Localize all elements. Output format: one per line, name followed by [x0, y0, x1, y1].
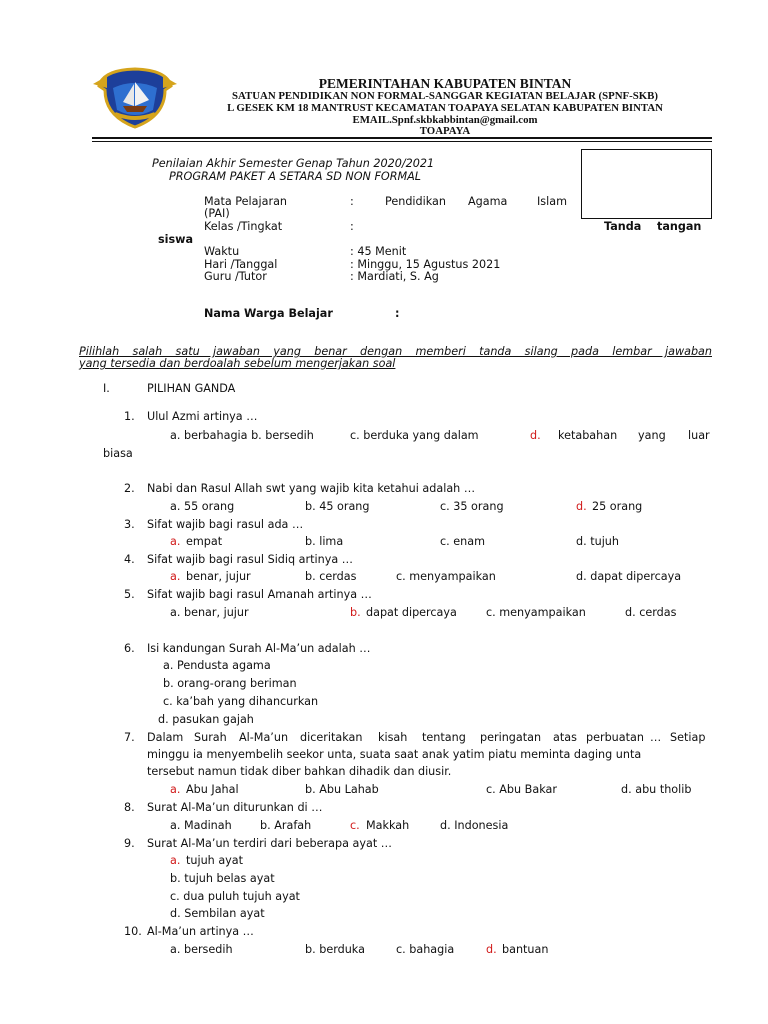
q2-option-a: a. 55 orang — [170, 500, 235, 513]
q10-option-d-letter: d. — [486, 943, 497, 956]
q5-option-b-letter: b. — [350, 606, 361, 619]
header-rule-thick — [92, 137, 712, 139]
q7-word-7: peringatan — [480, 731, 542, 744]
q1-option-d-word-3: luar — [688, 429, 710, 442]
q7-word-11: Setiap — [670, 731, 706, 744]
q2-option-d-letter: d. — [576, 500, 587, 513]
q6-option-c: c. ka’bah yang dihancurkan — [163, 695, 319, 708]
q3-option-a-letter: a. — [170, 535, 181, 548]
q2-option-b: b. 45 orang — [305, 500, 370, 513]
header-email: EMAIL.Spnf.skbkabbintan@gmail.com — [352, 114, 538, 126]
student-name-colon: : — [395, 307, 400, 320]
q8-option-c: Makkah — [366, 819, 410, 832]
header-government-title: PEMERINTAHAN KABUPATEN BINTAN — [318, 76, 572, 91]
q6-number: 6. — [124, 642, 135, 655]
subject-label: Mata Pelajaran — [204, 195, 288, 208]
q7-option-b: b. Abu Lahab — [305, 783, 379, 796]
q5-text: Sifat wajib bagi rasul Amanah artinya … — [147, 588, 372, 601]
q4-option-a: benar, jujur — [186, 570, 251, 583]
q6-text: Isi kandungan Surah Al-Ma’un adalah … — [147, 642, 371, 655]
signature-caption-2: tangan — [657, 220, 702, 233]
q7-option-c: c. Abu Bakar — [486, 783, 557, 796]
q6-option-b: b. orang-orang beriman — [163, 677, 297, 690]
section-number: I. — [103, 382, 110, 395]
class-colon: : — [350, 220, 354, 233]
subject-word-1: Pendidikan — [385, 195, 446, 208]
subject-abbrev: (PAI) — [204, 207, 230, 220]
q9-option-c: c. dua puluh tujuh ayat — [170, 890, 300, 903]
q10-option-b: b. berduka — [305, 943, 365, 956]
header-address: L GESEK KM 18 MANTRUST KECAMATAN TOAPAYA SELATAN KABUPATEN BINTAN — [227, 102, 663, 114]
subject-colon: : — [350, 195, 354, 208]
q8-number: 8. — [124, 801, 135, 814]
q5-option-c: c. menyampaikan — [486, 606, 586, 619]
q1-number: 1. — [124, 410, 135, 423]
exam-program: PROGRAM PAKET A SETARA SD NON FORMAL — [169, 170, 422, 183]
q9-text: Surat Al-Ma’un terdiri dari beberapa ayat … — [147, 837, 392, 850]
instruction-line-2: yang tersedia dan berdoalah sebelum mengerjakan soal — [79, 357, 396, 370]
q7-word-4: diceritakan — [300, 731, 363, 744]
date-value: : Minggu, 15 Agustus 2021 — [350, 258, 501, 271]
instruction-line-1: Pilihlah salah satu jawaban yang benar dengan memberi tanda silang pada lembar jawaban — [79, 345, 712, 358]
time-value: : 45 Menit — [350, 245, 407, 258]
q3-option-c: c. enam — [440, 535, 485, 548]
q1-option-d-letter: d. — [530, 429, 541, 442]
subject-word-2: Agama — [468, 195, 508, 208]
q4-option-c: c. menyampaikan — [396, 570, 496, 583]
q8-text: Surat Al-Ma’un diturunkan di … — [147, 801, 323, 814]
q10-option-a: a. bersedih — [170, 943, 233, 956]
exam-title: Penilaian Akhir Semester Genap Tahun 2020/2021 — [152, 157, 435, 170]
signature-caption-1: Tanda — [604, 220, 642, 233]
q10-option-c: c. bahagia — [396, 943, 455, 956]
q7-word-5: kisah — [378, 731, 408, 744]
q7-option-d: d. abu tholib — [621, 783, 692, 796]
signature-box — [581, 149, 712, 219]
q10-number: 10. — [124, 925, 142, 938]
q9-option-d: d. Sembilan ayat — [170, 907, 265, 920]
header-rule-thin — [92, 141, 712, 142]
q3-option-b: b. lima — [305, 535, 344, 548]
q1-option-d-word-2: yang — [638, 429, 666, 442]
header-institution-name: SATUAN PENDIDIKAN NON FORMAL-SANGGAR KEGIATAN BELAJAR (SPNF-SKB) — [232, 90, 658, 102]
q1-text: Ulul Azmi artinya … — [147, 410, 258, 423]
q9-option-a-letter: a. — [170, 854, 181, 867]
q4-option-d: d. dapat dipercaya — [576, 570, 682, 583]
teacher-label: Guru /Tutor — [204, 270, 267, 283]
q5-option-d: d. cerdas — [625, 606, 677, 619]
q4-option-a-letter: a. — [170, 570, 181, 583]
q3-option-a: empat — [186, 535, 223, 548]
q7-text-line-3: tersebut namun tidak diber bahkan dihadik dan diusir. — [147, 765, 452, 778]
q3-number: 3. — [124, 518, 135, 531]
q8-option-c-letter: c. — [350, 819, 360, 832]
q4-option-b: b. cerdas — [305, 570, 357, 583]
section-title: PILIHAN GANDA — [147, 382, 236, 395]
q10-option-d: bantuan — [502, 943, 549, 956]
q8-option-b: b. Arafah — [260, 819, 312, 832]
q4-number: 4. — [124, 553, 135, 566]
q7-option-a-letter: a. — [170, 783, 181, 796]
q3-text: Sifat wajib bagi rasul ada … — [147, 518, 304, 531]
q9-option-a: tujuh ayat — [186, 854, 244, 867]
q7-word-6: tentang — [422, 731, 466, 744]
q1-option-d-word-1: ketabahan — [558, 429, 618, 442]
signature-caption-3: siswa — [158, 233, 194, 246]
time-label: Waktu — [204, 245, 240, 258]
q7-number: 7. — [124, 731, 135, 744]
header-location: TOAPAYA — [419, 125, 471, 137]
q7-word-9: perbuatan — [586, 731, 644, 744]
q9-option-b: b. tujuh belas ayat — [170, 872, 275, 885]
q2-option-c: c. 35 orang — [440, 500, 504, 513]
q9-number: 9. — [124, 837, 135, 850]
q6-option-d: d. pasukan gajah — [158, 713, 254, 726]
q5-number: 5. — [124, 588, 135, 601]
student-name-label: Nama Warga Belajar — [204, 307, 333, 320]
q1-option-c: c. berduka yang dalam — [350, 429, 479, 442]
q8-option-d: d. Indonesia — [440, 819, 509, 832]
q3-option-d: d. tujuh — [576, 535, 619, 548]
q7-option-a: Abu Jahal — [186, 783, 239, 796]
q7-word-3: Al-Ma’un — [239, 731, 289, 744]
q5-option-a: a. benar, jujur — [170, 606, 249, 619]
teacher-value: : Mardiati, S. Ag — [350, 270, 439, 283]
date-label: Hari /Tanggal — [204, 258, 278, 271]
q5-option-b: dapat dipercaya — [366, 606, 457, 619]
q1-option-d-wrap: biasa — [103, 447, 133, 460]
q10-text: Al-Ma’un artinya … — [147, 925, 254, 938]
q8-option-a: a. Madinah — [170, 819, 232, 832]
q7-word-2: Surah — [194, 731, 227, 744]
q2-option-d: 25 orang — [592, 500, 643, 513]
q1-options-ab: a. berbahagia b. bersedih — [170, 429, 314, 442]
class-label: Kelas /Tingkat — [204, 220, 283, 233]
q7-word-1: Dalam — [147, 731, 184, 744]
q2-number: 2. — [124, 482, 135, 495]
subject-word-3: Islam — [537, 195, 567, 208]
q6-option-a: a. Pendusta agama — [163, 659, 271, 672]
q7-word-10: … — [650, 731, 662, 744]
bintan-regency-logo — [93, 66, 177, 130]
q7-text-line-2: minggu ia menyembelih seekor unta, suata saat anak yatim piatu meminta daging unta — [147, 748, 642, 761]
q4-text: Sifat wajib bagi rasul Sidiq artinya … — [147, 553, 353, 566]
q2-text: Nabi dan Rasul Allah swt yang wajib kita ketahui adalah … — [147, 482, 476, 495]
q7-word-8: atas — [553, 731, 577, 744]
